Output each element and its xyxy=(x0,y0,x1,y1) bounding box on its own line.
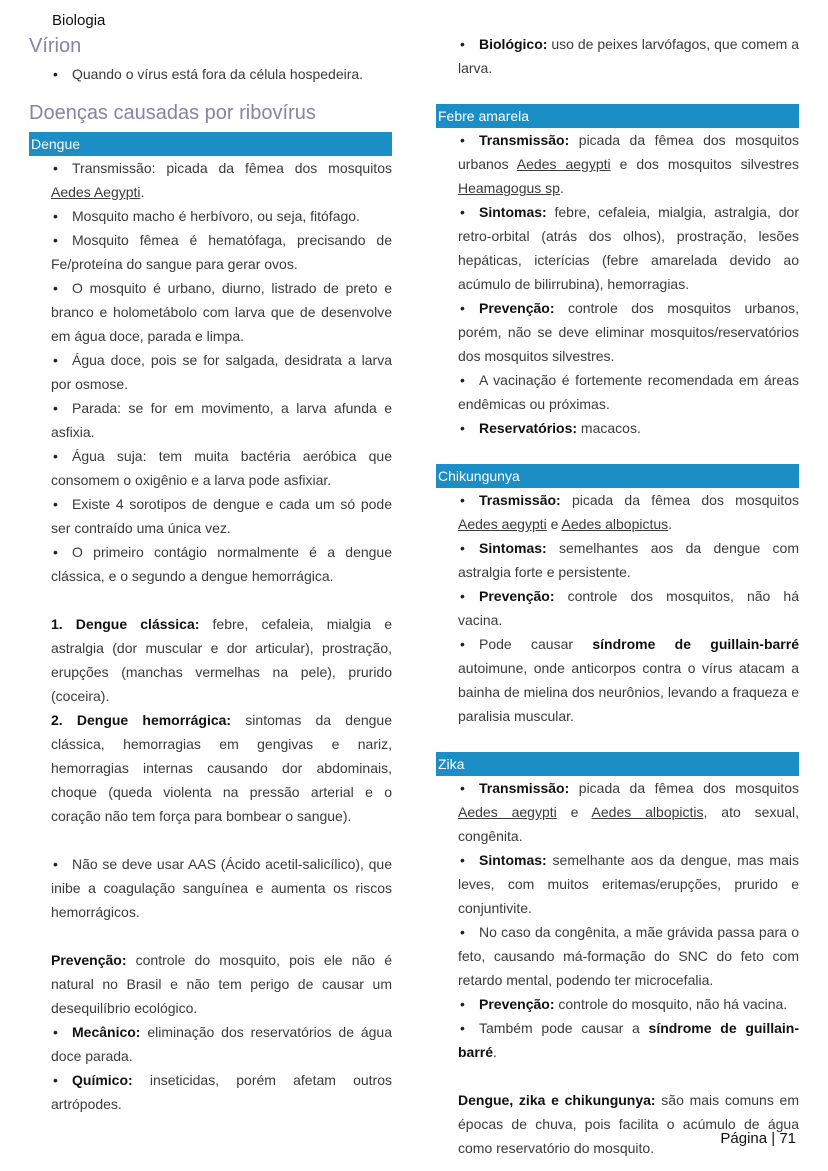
aas-warning: • Não se deve usar AAS (Ácido acetil-salicílico), que inibe a coagulação sanguínea e aumenta os riscos hemorrágicos. xyxy=(51,852,392,924)
left-column xyxy=(29,0,392,1116)
summary-paragraph: Dengue, zika e chikungunya: são mais comuns em épocas de chuva, pois facilita o acúmulo de água como reservatório do mosquito. xyxy=(458,1092,799,1156)
zika-transmissao: • Transmissão: picada da fêmea dos mosquitos Aedes aegypti e Aedes albopictis, ato sexual, congênita. xyxy=(458,776,799,848)
dengue-banner: Dengue xyxy=(29,132,392,156)
chikungunya-banner: Chikungunya xyxy=(436,464,799,488)
febre-vacinacao: • A vacinação é fortemente recomendada em áreas endêmicas ou próximas. xyxy=(458,368,799,416)
dengue-bullet: • Mosquito fêmea é hematófaga, precisando de Fe/proteína do sangue para gerar ovos. xyxy=(51,228,392,276)
chik-transmissao: • Trasmissão: picada da fêmea dos mosquitos Aedes aegypti e Aedes albopictus. xyxy=(458,488,799,536)
dengue-classica: 1. Dengue clássica: febre, cefaleia, mialgia e astralgia (dor muscular e dor articular), prostração, erupções (manchas vermelhas na pele), prurido (coceira). xyxy=(51,616,392,704)
febre-amarela-banner: Febre amarela xyxy=(436,104,799,128)
section-heading: Doenças causadas por ribovírus xyxy=(29,102,316,124)
zika-sintomas: • Sintomas: semelhante aos da dengue, mas mais leves, com muitos eritemas/erupções, prurido e conjuntivite. xyxy=(458,848,799,920)
virion-heading: Vírion xyxy=(29,35,82,57)
prevencao-mecanico: • Mecânico: eliminação dos reservatórios de água doce parada. xyxy=(51,1020,392,1068)
header-subject: Biologia xyxy=(52,12,106,29)
chik-prevencao: • Prevenção: controle dos mosquitos, não há vacina. xyxy=(458,584,799,632)
febre-reservatorios: • Reservatórios: macacos. xyxy=(458,416,799,440)
dengue-prevencao: Prevenção: controle do mosquito, pois ele não é natural no Brasil e não tem perigo de causar um desequilíbrio ecológico. xyxy=(51,952,392,1016)
dengue-bullet: • O mosquito é urbano, diurno, listrado de preto e branco e holometábolo com larva que de desenvolve em água doce, parada e limpa. xyxy=(51,276,392,348)
virion-bullet: • Quando o vírus está fora da célula hospedeira. xyxy=(51,62,392,86)
dengue-bullet: • Água doce, pois se for salgada, desidrata a larva por osmose. xyxy=(51,348,392,396)
dengue-bullet: • Existe 4 sorotipos de dengue e cada um só pode ser contraído uma única vez. xyxy=(51,492,392,540)
prevencao-quimico: • Químico: inseticidas, porém afetam outros artrópodes. xyxy=(51,1068,392,1116)
zika-congenita: • No caso da congênita, a mãe grávida passa para o feto, causando má-formação do SNC do feto com retardo mental, podendo ter microcefalia. xyxy=(458,920,799,992)
febre-transmissao: • Transmissão: picada da fêmea dos mosquitos urbanos Aedes aegypti e dos mosquitos silvestres Heamagogus sp. xyxy=(458,128,799,200)
dengue-bullet: • Água suja: tem muita bactéria aeróbica que consomem o oxigênio e a larva pode asfixiar. xyxy=(51,444,392,492)
dengue-list xyxy=(51,156,392,1116)
febre-prevencao: • Prevenção: controle dos mosquitos urbanos, porém, não se deve eliminar mosquitos/reservatórios dos mosquitos silvestres. xyxy=(458,296,799,368)
prevencao-biologico: • Biológico: uso de peixes larvófagos, que comem a larva. xyxy=(458,32,799,80)
dengue-bullet: • Mosquito macho é herbívoro, ou seja, fitófago. xyxy=(51,204,392,228)
page-number: Página | 71 xyxy=(720,1130,796,1147)
zika-banner: Zika xyxy=(436,752,799,776)
febre-sintomas: • Sintomas: febre, cefaleia, mialgia, astralgia, dor retro-orbital (atrás dos olhos), prostração, lesões hepáticas, icterícias (febre amarelada devido ao acúmulo de bilirrubina), hemorragias. xyxy=(458,200,799,296)
dengue-hemorragica: 2. Dengue hemorrágica: sintomas da dengue clássica, hemorragias em gengivas e nariz, hemorragias internas causando dor abdominais, choque (queda violenta na pressão arterial e o coração não tem força para bombear o sangue). xyxy=(51,712,392,824)
dengue-bullet: • O primeiro contágio normalmente é a dengue clássica, e o segundo a dengue hemorrágica. xyxy=(51,540,392,588)
right-column xyxy=(436,0,799,1160)
dengue-bullet-transmission: • Transmissão: picada da fêmea dos mosquitos Aedes Aegypti. xyxy=(51,156,392,204)
zika-guillain-barre: • Também pode causar a síndrome de guillain-barré. xyxy=(458,1016,799,1064)
chik-sintomas: • Sintomas: semelhantes aos da dengue com astralgia forte e persistente. xyxy=(458,536,799,584)
dengue-bullet: • Parada: se for em movimento, a larva afunda e asfixia. xyxy=(51,396,392,444)
chik-guillain-barre: • Pode causar síndrome de guillain-barré autoimune, onde anticorpos contra o vírus atacam a bainha de mielina dos neurônios, levando a fraqueza e paralisia muscular. xyxy=(458,632,799,728)
zika-prevencao: • Prevenção: controle do mosquito, não há vacina. xyxy=(458,992,799,1016)
